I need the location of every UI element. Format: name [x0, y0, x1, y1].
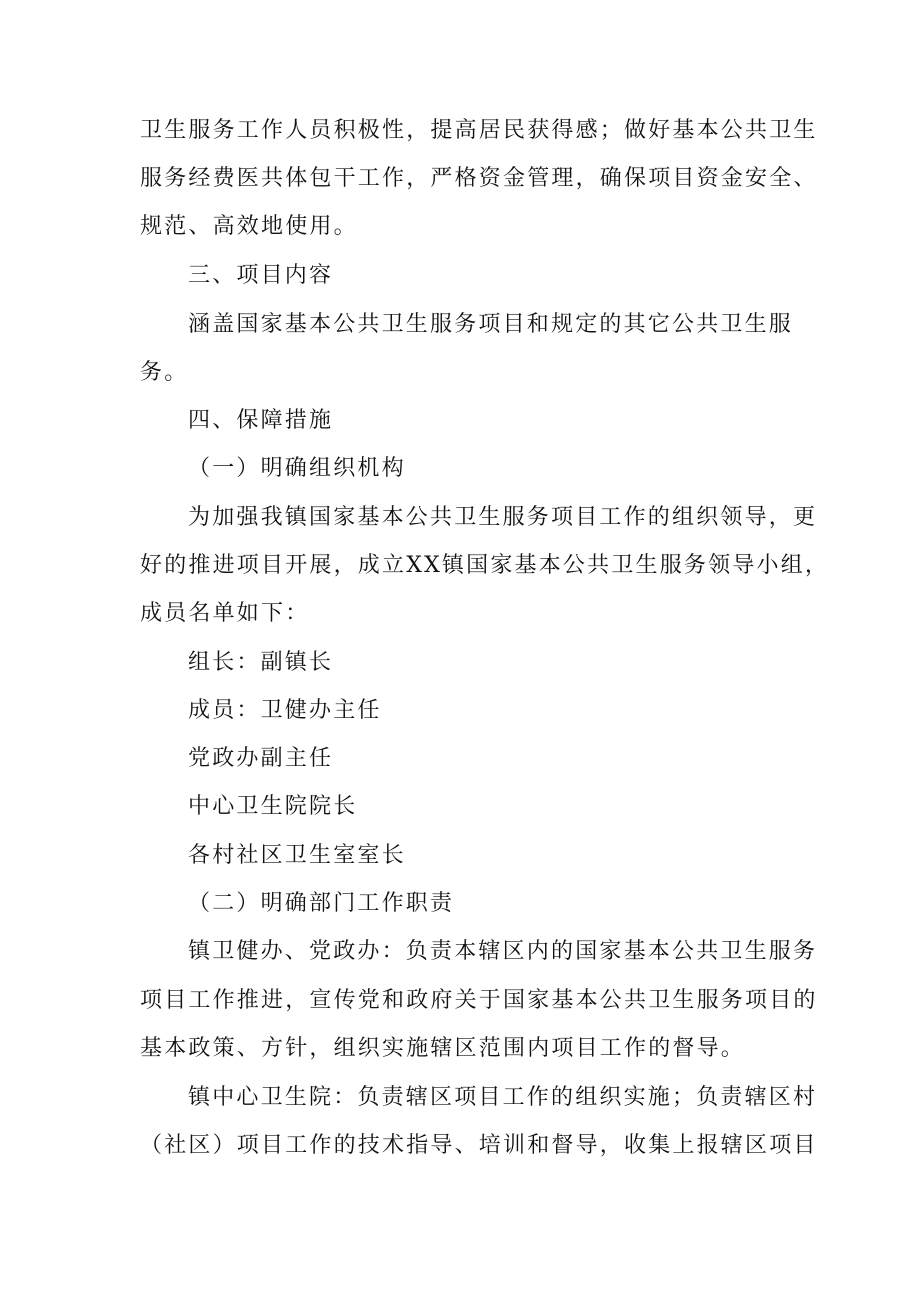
- body-text-line: 基本政策、方针，组织实施辖区范围内项目工作的督导。: [140, 1036, 746, 1061]
- body-text-line: 项目工作推进，宣传党和政府关于国家基本公共卫生服务项目的: [140, 988, 818, 1013]
- subsection-heading: （一）明确组织机构: [188, 456, 406, 481]
- member-list-item: 党政办副主任: [188, 746, 334, 771]
- body-text-line: 成员名单如下：: [140, 601, 310, 626]
- section-heading: 三、项目内容: [188, 263, 334, 288]
- body-text-line: 镇卫健办、党政办：负责本辖区内的国家基本公共卫生服务: [188, 939, 818, 964]
- subsection-heading: （二）明确部门工作职责: [188, 891, 455, 916]
- member-list-item: 各村社区卫生室室长: [188, 843, 406, 868]
- member-list-item: 中心卫生院院长: [188, 794, 358, 819]
- member-list-item: 成员：卫健办主任: [188, 698, 382, 723]
- section-heading: 四、保障措施: [188, 408, 334, 433]
- body-text-line: （社区）项目工作的技术指导、培训和督导，收集上报辖区项目: [140, 1133, 818, 1158]
- body-text-line: 卫生服务工作人员积极性，提高居民获得感；做好基本公共卫生: [140, 118, 818, 143]
- body-text-line: 涵盖国家基本公共卫生服务项目和规定的其它公共卫生服: [188, 312, 794, 337]
- body-text-line: 为加强我镇国家基本公共卫生服务项目工作的组织领导，更: [188, 505, 818, 530]
- body-text-line: 镇中心卫生院：负责辖区项目工作的组织实施；负责辖区村: [188, 1085, 818, 1110]
- body-text-line: 服务经费医共体包干工作，严格资金管理，确保项目资金安全、: [140, 166, 818, 191]
- body-text-line: 务。: [140, 360, 189, 385]
- member-list-item: 组长：副镇长: [188, 650, 334, 675]
- body-text-line: 规范、高效地使用。: [140, 214, 358, 239]
- body-text-line: 好的推进项目开展，成立XX镇国家基本公共卫生服务领导小组，: [140, 553, 830, 578]
